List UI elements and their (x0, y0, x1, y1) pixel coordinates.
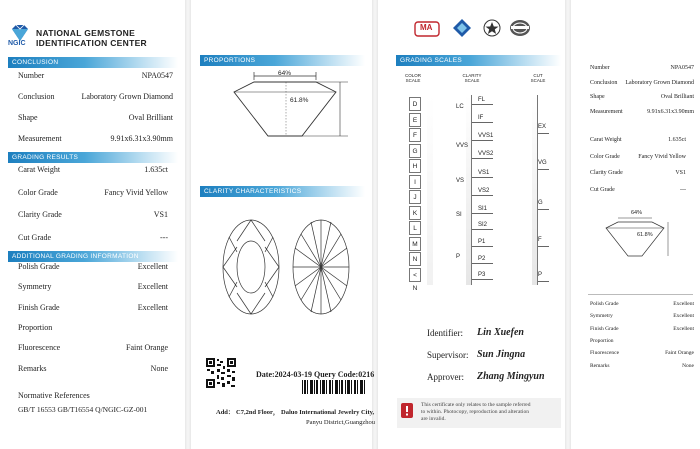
signature-name: Lin Xuefen (477, 327, 524, 338)
cma-logo (414, 21, 440, 42)
signature-role: Approver: (427, 372, 464, 382)
section-bar-grading-scales: GRADING SCALES (396, 55, 561, 66)
barcode-icon (302, 380, 366, 394)
info-row (590, 338, 694, 350)
row-label: Finish Grade (590, 325, 619, 332)
clarity-plot-diagram (215, 212, 365, 322)
row-value: None (150, 363, 168, 373)
row-value: Fancy Vivid Yellow (638, 153, 686, 160)
info-row (590, 170, 686, 182)
signature-name: Zhang Mingyun (477, 371, 545, 382)
clarity-group-label: VS (456, 178, 465, 184)
section-bar-conclusion: CONCLUSION (8, 57, 178, 68)
info-row (590, 363, 694, 375)
row-value: Faint Orange (126, 343, 168, 353)
clarity-grade-line (471, 246, 493, 247)
cut-grade-label: EX (538, 124, 547, 130)
cut-scale-axis (537, 95, 538, 285)
clarity-grade-label: VVS2 (478, 151, 494, 157)
color-grade-box: < N (409, 268, 421, 282)
issue-date: Date:2024-03-19 (256, 370, 312, 379)
row-value: NPA0547 (141, 71, 173, 80)
clarity-grade-line (471, 229, 493, 230)
row-value: NPA0547 (670, 65, 694, 71)
color-grade-box: G (409, 144, 421, 158)
row-label: Symmetry (18, 282, 52, 292)
row-label: Measurement (590, 108, 623, 115)
row-value: Excellent (673, 313, 694, 320)
cut-grade-label: P (538, 272, 543, 278)
row-label: Symmetry (590, 313, 613, 320)
row-label: Polish Grade (590, 301, 619, 307)
color-grade-box: N (409, 252, 421, 266)
info-row (18, 262, 168, 274)
card-depth-percentage: 61.8% (637, 232, 653, 238)
info-row (590, 154, 686, 166)
clarity-grade-line (471, 213, 493, 214)
info-row (590, 187, 686, 199)
row-label: Polish Grade (18, 262, 60, 271)
info-row (18, 188, 168, 200)
cut-grade-label: G (538, 200, 543, 206)
color-grade-box: K (409, 206, 421, 220)
info-row (590, 313, 694, 325)
row-value: Oval Brilliant (660, 94, 694, 100)
clarity-grade-label: SI2 (478, 222, 488, 228)
section-bar-clarity: CLARITY CHARACTERISTICS (200, 186, 365, 197)
clarity-grade-line (471, 177, 493, 178)
accreditation-diamond-icon (452, 18, 472, 38)
clarity-grade-label: VS1 (478, 170, 490, 176)
star-emblem-icon (483, 18, 501, 38)
info-row (18, 233, 168, 245)
info-row (18, 210, 168, 222)
org-name-line2: IDENTIFICATION CENTER (36, 38, 147, 48)
notice-line3: are invalid. (421, 416, 446, 422)
clarity-grade-label: VS2 (478, 188, 490, 194)
fold-line (565, 0, 571, 449)
signature-name: Sun Jingna (477, 349, 526, 360)
row-value: Fancy Vivid Yellow (104, 187, 168, 197)
logo-text: NGIC (8, 40, 26, 47)
row-label: Clarity Grade (590, 170, 623, 176)
clarity-grade-line (471, 195, 493, 196)
row-label: Proportion (590, 337, 614, 344)
cut-scale-title: CUT SCALE (530, 73, 546, 83)
row-label: Carat Weight (18, 165, 61, 174)
row-label: Fluorescence (18, 343, 61, 353)
info-row (18, 165, 168, 177)
color-grade-box: L (409, 221, 421, 235)
info-row (18, 303, 168, 315)
color-grade-box: J (409, 190, 421, 204)
references-title: Normative References (18, 391, 90, 400)
clarity-scale-axis (471, 95, 472, 285)
cut-grade-label: VG (538, 160, 547, 166)
address-line2: Panyu District,Guangzhou (306, 419, 375, 426)
row-value: Excellent (673, 301, 694, 307)
info-row (18, 364, 168, 376)
row-label: Fluorescence (590, 350, 620, 357)
cma-logo-text: MA (420, 23, 433, 32)
clarity-grade-line (471, 140, 493, 141)
clarity-group-label: P (456, 254, 461, 260)
color-grade-box: E (409, 113, 421, 127)
info-row (18, 282, 168, 294)
row-label: Finish Grade (18, 302, 60, 312)
card-divider (588, 294, 693, 295)
info-row (18, 343, 168, 355)
info-row (590, 94, 694, 106)
color-grade-box: F (409, 128, 421, 142)
row-label: Color Grade (18, 187, 58, 197)
row-label: Remarks (18, 363, 47, 373)
row-label: Conclusion (590, 79, 618, 86)
row-label: Measurement (18, 134, 62, 143)
row-label: Remarks (590, 362, 610, 369)
row-value: --- (160, 232, 168, 242)
cut-grade-line (537, 281, 549, 282)
proportion-diagram (220, 66, 360, 146)
clarity-grade-label: P3 (478, 272, 486, 278)
color-grade-box: M (409, 237, 421, 251)
cut-grade-line (537, 246, 549, 247)
color-scale-stripe (427, 95, 433, 285)
info-row (590, 80, 694, 92)
clarity-grade-line (471, 122, 493, 123)
row-value: Excellent (137, 282, 168, 292)
fold-line (372, 0, 378, 449)
row-label: Cut Grade (590, 186, 615, 193)
info-row (18, 323, 168, 335)
row-label: Color Grade (590, 153, 620, 160)
row-label: Proportion (18, 322, 53, 332)
row-value: Oval Brilliant (128, 113, 173, 122)
row-value: Excellent (673, 325, 694, 332)
row-value: --- (680, 186, 686, 193)
info-row (18, 113, 173, 125)
color-grade-box: I (409, 175, 421, 189)
info-row (590, 65, 694, 77)
color-grade-box: H (409, 159, 421, 173)
info-row (590, 109, 694, 121)
org-name-line1: NATIONAL GEMSTONE (36, 28, 136, 38)
clarity-grade-label: FL (478, 97, 486, 103)
clarity-grade-label: P1 (478, 239, 486, 245)
notice-line2: to within. Photocopy, reproduction and alteration (421, 409, 529, 415)
row-label: Conclusion (18, 92, 55, 101)
fold-line (185, 0, 191, 449)
clarity-grade-label: SI1 (478, 206, 488, 212)
globe-emblem-icon (509, 18, 531, 38)
row-value: VS1 (153, 210, 168, 219)
signature-role: Identifier: (427, 328, 463, 338)
row-value: Excellent (137, 262, 168, 271)
query-code: Query Code:0216 (314, 370, 375, 379)
cut-grade-label: F (538, 237, 542, 243)
signature-role: Supervisor: (427, 350, 469, 360)
row-value: VS1 (675, 170, 686, 176)
row-value: Laboratory Grown Diamond (625, 79, 694, 86)
info-row (18, 92, 173, 104)
info-row (590, 326, 694, 338)
info-row (18, 71, 173, 83)
depth-percentage: 61.8% (290, 97, 309, 104)
cut-grade-line (537, 169, 549, 170)
clarity-group-label: LC (456, 104, 464, 110)
color-scale-title: COLOR SCALE (404, 73, 421, 83)
row-label: Number (590, 65, 610, 71)
clarity-grade-line (471, 104, 493, 105)
info-row (590, 137, 686, 149)
card-table-percentage: 64% (631, 210, 643, 216)
row-label: Carat Weight (590, 137, 622, 143)
row-label: Cut Grade (18, 232, 52, 242)
table-percentage: 64% (278, 70, 292, 77)
info-row (18, 134, 173, 146)
clarity-group-label: SI (456, 212, 462, 218)
row-label: Shape (18, 113, 38, 122)
clarity-grade-label: VVS1 (478, 133, 494, 139)
row-value: Excellent (137, 302, 168, 312)
clarity-grade-label: P2 (478, 256, 486, 262)
address-line1: Add： C7,2nd Floor， Daluo International Jewelry City, (216, 409, 375, 416)
info-row (590, 350, 694, 362)
clarity-scale-title: CLARITY SCALE (462, 73, 482, 83)
references-text: GB/T 16553 GB/T16554 Q/NGIC-GZ-001 (18, 405, 148, 414)
row-value: Laboratory Grown Diamond (81, 92, 173, 101)
row-label: Clarity Grade (18, 210, 62, 219)
cut-grade-line (537, 209, 549, 210)
card-proportion-diagram (596, 212, 676, 262)
row-value: 1.635ct (144, 165, 168, 174)
clarity-grade-line (471, 263, 493, 264)
row-value: None (682, 362, 694, 369)
clarity-grade-label: IF (478, 115, 484, 121)
clarity-grade-line (471, 158, 493, 159)
section-bar-proportions: PROPORTIONS (200, 55, 365, 66)
warning-icon (401, 403, 413, 418)
row-value: Faint Orange (665, 350, 694, 357)
row-label: Shape (590, 94, 605, 100)
notice-line1: This certificate only relates to the sample referred (421, 402, 531, 408)
cut-grade-line (537, 133, 549, 134)
row-value: 9.91x6.31x3.90mm (110, 134, 173, 143)
row-value: 1.635ct (668, 137, 686, 143)
qr-code-icon (205, 357, 237, 389)
row-label: Number (18, 71, 45, 80)
clarity-group-label: VVS (456, 143, 469, 149)
color-grade-box: D (409, 97, 421, 111)
section-bar-additional: ADDITIONAL GRADING INFORMATION (8, 251, 178, 262)
info-row (590, 301, 694, 313)
clarity-grade-line (471, 279, 493, 280)
section-bar-grading: GRADING RESULTS (8, 152, 178, 163)
row-value: 9.91x6.31x3.90mm (647, 108, 694, 115)
